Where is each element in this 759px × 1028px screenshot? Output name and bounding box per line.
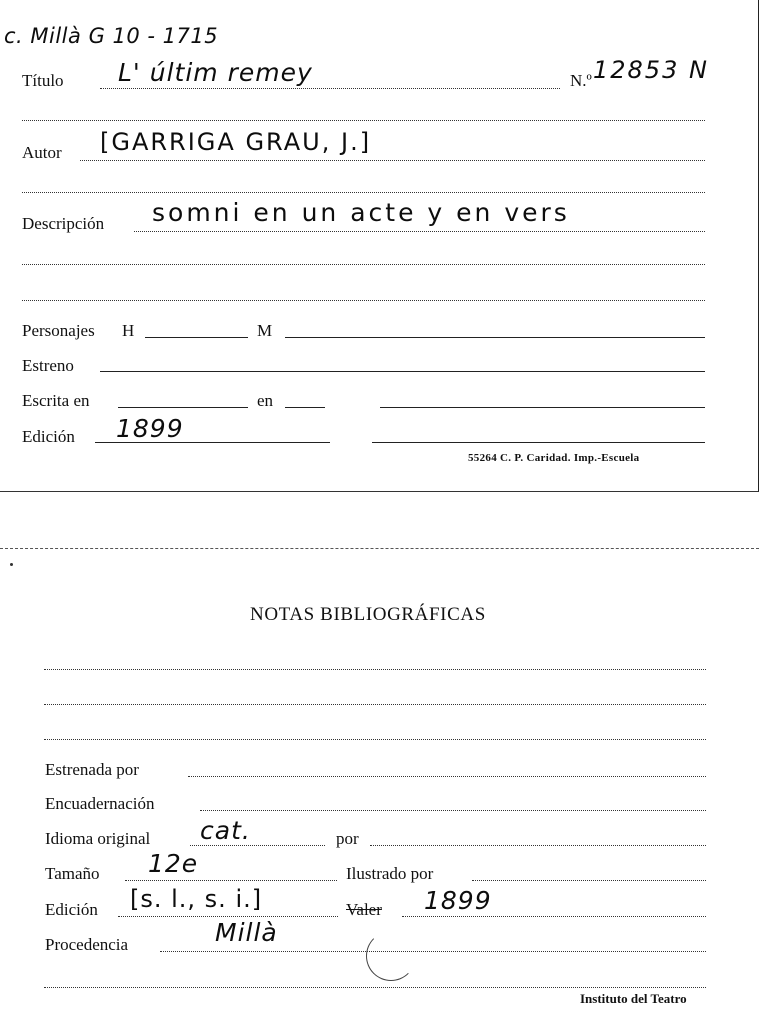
por-line [370,845,706,846]
notas-heading: NOTAS BIBLIOGRÁFICAS [250,604,486,625]
edicion-label: Edición [22,427,75,446]
autor-line-2 [22,192,705,193]
titulo-label: Título [22,71,64,90]
catalog-card-front [0,0,759,492]
autor-value: [GARRIGA GRAU, J.] [100,128,372,156]
descripcion-line-2 [22,264,705,265]
procedencia-label: Procedencia [45,935,129,954]
titulo-line-2 [22,120,705,121]
descripcion-label: Descripción [22,214,105,233]
numero-value: 12853 N [593,56,709,84]
personajes-h-line [145,337,248,338]
titulo-value: L' últim remey [118,58,313,87]
encuadernacion-label: Encuadernación [45,794,155,813]
notas-line-2 [44,704,706,705]
escrita-label: Escrita en [22,391,90,410]
encuadernacion-line [200,810,706,811]
idioma-value: cat. [200,816,251,845]
escrita-extra-line [380,407,705,408]
estreno-line [100,371,705,372]
corner-mark [10,563,13,566]
estrenada-label: Estrenada por [45,760,139,779]
ilustrado-label: Ilustrado por [346,864,434,883]
idioma-label: Idioma original [45,829,151,848]
escrita-en-line [285,407,325,408]
notas-line-3 [44,739,706,740]
descripcion-line [134,231,705,232]
procedencia-line [160,951,706,952]
institute-footer: Instituto del Teatro [580,991,687,1006]
valer-label: Valer [346,900,382,919]
valer-value: 1899 [424,886,492,915]
back-edicion-line [118,916,338,917]
back-edicion-value: [s. l., s. i.] [130,885,263,913]
estrenada-line [188,776,706,777]
back-edicion-label: Edición [45,900,98,919]
catalog-card-back [0,548,759,1018]
idioma-line [190,845,325,846]
tamano-value: 12e [148,849,199,878]
personajes-m-label: M [257,321,273,340]
edicion-value: 1899 [116,414,184,443]
tamano-line [125,880,337,881]
autor-line [80,160,705,161]
estreno-label: Estreno [22,356,74,375]
bottom-line [44,987,706,988]
valer-line [402,916,706,917]
edicion-extra-line [372,442,705,443]
descripcion-line-3 [22,300,705,301]
descripcion-value: somni en un acte y en vers [152,198,570,227]
personajes-label: Personajes [22,321,95,340]
tamano-label: Tamaño [45,864,100,883]
por-label: por [336,829,359,848]
ilustrado-line [472,880,706,881]
notas-line-1 [44,669,706,670]
ink-smudge [366,931,416,981]
autor-label: Autor [22,143,62,162]
printer-imprint: 55264 C. P. Caridad. Imp.-Escuela [468,452,640,464]
numero-label: N.º [570,71,592,90]
handwritten-call-number: c. Millà G 10 - 1715 [4,24,219,48]
procedencia-value: Millà [215,918,278,947]
titulo-line [100,88,560,89]
personajes-m-line [285,337,705,338]
escrita-en-label: en [257,391,274,410]
personajes-h-label: H [122,321,135,340]
escrita-line [118,407,248,408]
